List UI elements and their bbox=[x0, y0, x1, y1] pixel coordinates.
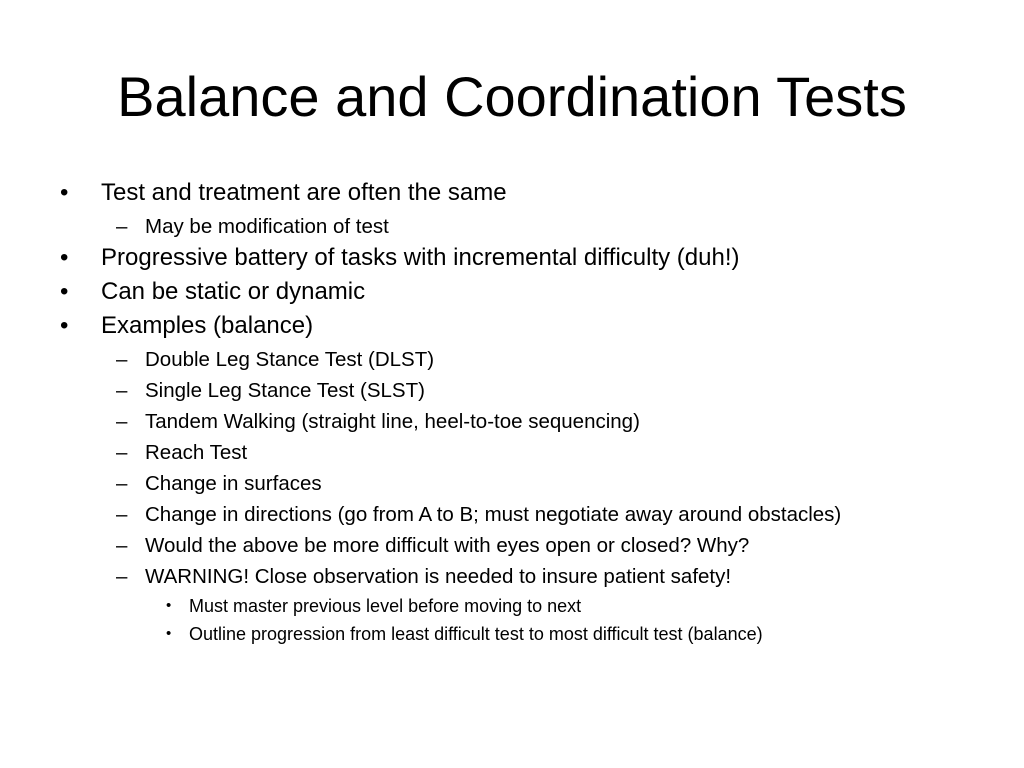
bullet-item-level-2 bbox=[0, 565, 1024, 589]
bullet-item-level-1 bbox=[0, 277, 1024, 307]
bullet-marker: • bbox=[60, 244, 69, 271]
dash-marker: – bbox=[116, 441, 128, 464]
bullet-item-level-1 bbox=[0, 311, 1024, 341]
bullet-item-level-2 bbox=[0, 215, 1024, 239]
dash-marker: – bbox=[116, 503, 128, 526]
bullet-text: WARNING! Close observation is needed to insure patient safety! bbox=[145, 565, 732, 588]
bullet-text: Reach Test bbox=[145, 441, 248, 464]
dash-marker: – bbox=[116, 565, 128, 588]
bullet-item-level-2 bbox=[0, 534, 1024, 558]
slide-title: Balance and Coordination Tests bbox=[117, 65, 907, 128]
bullet-item-level-2 bbox=[0, 348, 1024, 372]
bullet-text: Change in directions (go from A to B; must negotiate away around obstacles) bbox=[145, 503, 842, 526]
dash-marker: – bbox=[116, 410, 128, 433]
bullet-item-level-3 bbox=[0, 595, 1024, 617]
bullet-item-level-2 bbox=[0, 503, 1024, 527]
bullet-item-level-2 bbox=[0, 410, 1024, 434]
bullet-item-level-2 bbox=[0, 379, 1024, 403]
bullet-marker: • bbox=[60, 312, 69, 339]
bullet-item-level-1 bbox=[0, 178, 1024, 208]
bullet-text: Examples (balance) bbox=[101, 312, 314, 339]
dash-marker: – bbox=[116, 215, 128, 238]
dash-marker: – bbox=[116, 534, 128, 557]
bullet-text: Change in surfaces bbox=[145, 472, 322, 495]
bullet-item-level-2 bbox=[0, 441, 1024, 465]
bullet-text: Outline progression from least difficult test to most difficult test (balance) bbox=[189, 624, 763, 644]
dash-marker: – bbox=[116, 472, 128, 495]
bullet-item-level-3 bbox=[0, 623, 1024, 645]
bullet-item-level-1 bbox=[0, 243, 1024, 273]
bullet-text: May be modification of test bbox=[145, 215, 389, 238]
dash-marker: – bbox=[116, 379, 128, 402]
bullet-text: Tandem Walking (straight line, heel-to-toe sequencing) bbox=[145, 410, 640, 433]
bullet-marker: • bbox=[166, 625, 172, 642]
bullet-list bbox=[0, 178, 1024, 645]
bullet-text: Can be static or dynamic bbox=[101, 278, 366, 305]
bullet-marker: • bbox=[60, 179, 69, 206]
dash-marker: – bbox=[116, 348, 128, 371]
bullet-marker: • bbox=[60, 278, 69, 305]
bullet-text: Double Leg Stance Test (DLST) bbox=[145, 348, 435, 371]
bullet-text: Must master previous level before moving to next bbox=[189, 596, 582, 616]
bullet-marker: • bbox=[166, 597, 172, 614]
bullet-text: Would the above be more difficult with eyes open or closed? Why? bbox=[145, 534, 750, 557]
bullet-text: Single Leg Stance Test (SLST) bbox=[145, 379, 425, 402]
bullet-text: Progressive battery of tasks with incremental difficulty (duh!) bbox=[101, 244, 740, 271]
bullet-item-level-2 bbox=[0, 472, 1024, 496]
bullet-text: Test and treatment are often the same bbox=[101, 179, 507, 206]
